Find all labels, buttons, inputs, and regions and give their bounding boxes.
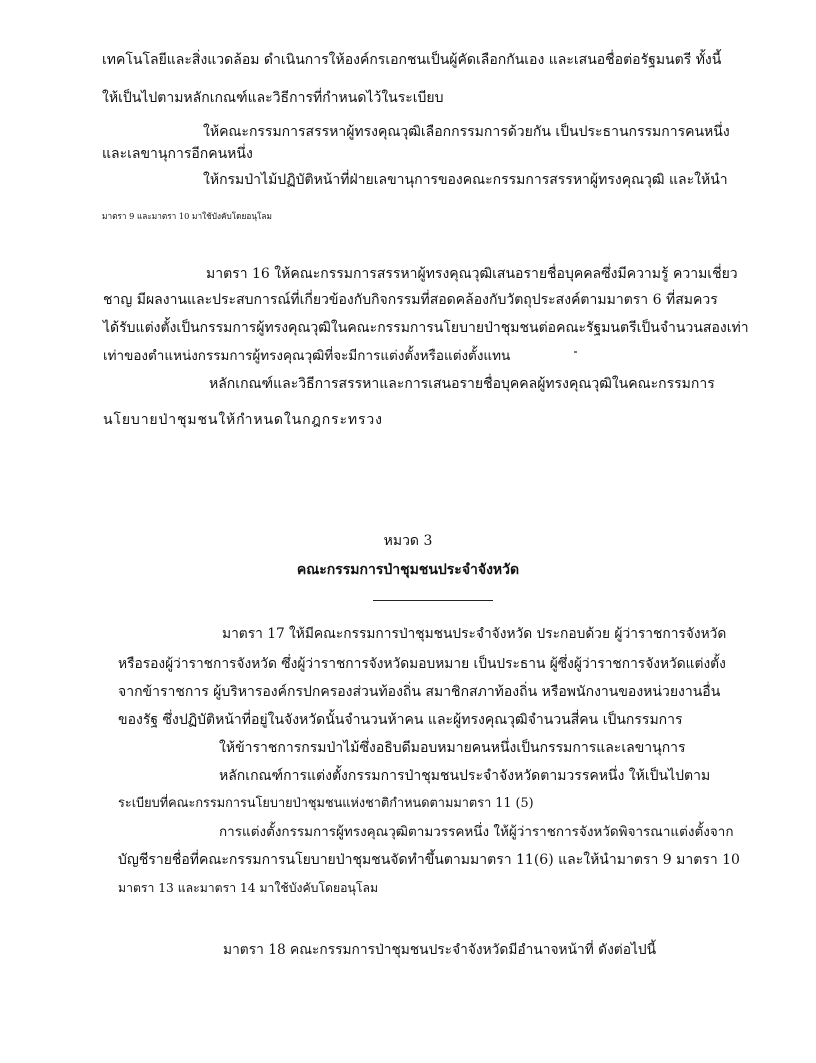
text-line: ได้รับแต่งตั้งเป็นกรรมการผู้ทรงคุณวุฒิในคณะกรรมการนโยบายป่าชุมชนต่อคณะรัฐมนตรีเป็นจำนวนสองเท่า bbox=[103, 320, 749, 336]
text-line: ให้กรมป่าไม้ปฏิบัติหน้าที่ฝ่ายเลขานุการของคณะกรรมการสรรหาผู้ทรงคุณวุฒิ และให้นำ bbox=[203, 172, 728, 188]
text-line: หลักเกณฑ์และวิธีการสรรหาและการเสนอรายชื่อบุคคลผู้ทรงคุณวุฒิในคณะกรรมการ bbox=[209, 376, 715, 392]
section-17-heading: มาตรา 17 ให้มีคณะกรรมการป่าชุมชนประจำจังหวัด ประกอบด้วย ผู้ว่าราชการจังหวัด bbox=[222, 626, 727, 642]
text-line: เทคโนโลยีและสิ่งแวดล้อม ดำเนินการให้องค์กรเอกชนเป็นผู้คัดเลือกกันเอง และเสนอชื่อต่อรัฐมนตรี ทั้งนี้ bbox=[102, 52, 722, 68]
chapter-number: หมวด 3 bbox=[383, 533, 433, 549]
text-line: ระเบียบที่คณะกรรมการนโยบายป่าชุมชนแห่งชาติกำหนดตามมาตรา 11 (5) bbox=[118, 796, 534, 811]
text-line: จากข้าราชการ ผู้บริหารองค์กรปกครองส่วนท้องถิ่น สมาชิกสภาท้องถิ่น หรือพนักงานของหน่วยงานอื่น bbox=[118, 684, 721, 700]
text-line: มาตรา 9 และมาตรา 10 มาใช้บังคับโดยอนุโลม bbox=[102, 211, 272, 221]
text-line: มาตรา 13 และมาตรา 14 มาใช้บังคับโดยอนุโลม bbox=[118, 881, 379, 895]
text-line: ให้เป็นไปตามหลักเกณฑ์และวิธีการที่กำหนดไว้ในระเบียบ bbox=[102, 90, 444, 106]
section-18-heading: มาตรา 18 คณะกรรมการป่าชุมชนประจำจังหวัดมีอำนาจหน้าที่ ดังต่อไปนี้ bbox=[223, 942, 657, 958]
stray-mark bbox=[574, 351, 577, 353]
section-16-heading: มาตรา 16 ให้คณะกรรมการสรรหาผู้ทรงคุณวุฒิเสนอรายชื่อบุคคลซึ่งมีความรู้ ความเชี่ยว bbox=[206, 266, 738, 282]
text-line: บัญชีรายชื่อที่คณะกรรมการนโยบายป่าชุมชนจัดทำขึ้นตามมาตรา 11(6) และให้นำมาตรา 9 มาตรา 10 bbox=[118, 852, 740, 868]
text-line: เท่าของตำแหน่งกรรมการผู้ทรงคุณวุฒิที่จะมีการแต่งตั้งหรือแต่งตั้งแทน bbox=[103, 348, 511, 364]
text-line: ของรัฐ ซึ่งปฏิบัติหน้าที่อยู่ในจังหวัดนั้นจำนวนห้าคน และผู้ทรงคุณวุฒิจำนวนสี่คน เป็นกรรมการ bbox=[118, 712, 683, 728]
text-line: หรือรองผู้ว่าราชการจังหวัด ซึ่งผู้ว่าราชการจังหวัดมอบหมาย เป็นประธาน ผู้ซึ่งผู้ว่าราชการจังหวัดแต่งตั้ง bbox=[118, 656, 726, 672]
text-line: ให้คณะกรรมการสรรหาผู้ทรงคุณวุฒิเลือกกรรมการด้วยกัน เป็นประธานกรรมการคนหนึ่ง bbox=[203, 124, 730, 140]
chapter-divider bbox=[373, 600, 493, 601]
text-line: ชาญ มีผลงานและประสบการณ์ที่เกี่ยวข้องกับกิจกรรมที่สอดคล้องกับวัตถุประสงค์ตามมาตรา 6 ที่สมควร bbox=[103, 292, 718, 308]
text-line: หลักเกณฑ์การแต่งตั้งกรรมการป่าชุมชนประจำจังหวัดตามวรรคหนึ่ง ให้เป็นไปตาม bbox=[219, 768, 711, 784]
text-line: การแต่งตั้งกรรมการผู้ทรงคุณวุฒิตามวรรคหนึ่ง ให้ผู้ว่าราชการจังหวัดพิจารณาแต่งตั้งจาก bbox=[219, 824, 734, 840]
text-line: นโยบายป่าชุมชนให้กำหนดในกฎกระทรวง bbox=[103, 412, 383, 428]
text-line: ให้ข้าราชการกรมป่าไม้ซึ่งอธิบดีมอบหมายคนหนึ่งเป็นกรรมการและเลขานุการ bbox=[219, 740, 686, 756]
text-line: และเลขานุการอีกคนหนึ่ง bbox=[102, 146, 253, 162]
chapter-title: คณะกรรมการป่าชุมชนประจำจังหวัด bbox=[296, 562, 520, 578]
